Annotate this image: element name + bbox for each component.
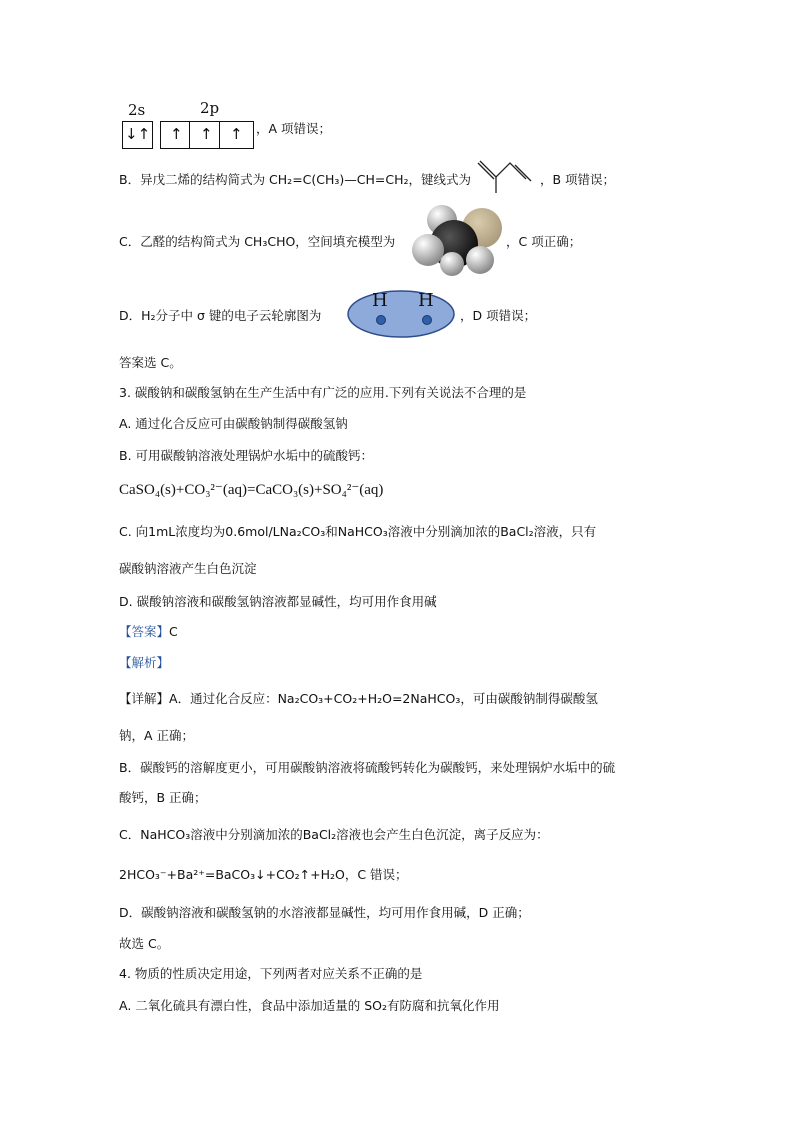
conclusion: 故选 C。 bbox=[119, 936, 170, 951]
detail-c-line1: C．NaHCO₃溶液中分别滴加浓的BaCl₂溶液也会产生白色沉淀，离子反应为： bbox=[119, 827, 549, 842]
q3-option-d: D. 碳酸钠溶液和碳酸氢钠溶液都显碱性，均可用作食用碱 bbox=[119, 594, 437, 609]
option-d-tail: ，D 项错误； bbox=[460, 308, 537, 323]
q3-option-b-equation: CaSO₄(s)+CO₃²⁻(aq)=CaCO₃(s)+SO₄²⁻(aq) bbox=[119, 482, 384, 498]
option-b-text: B．异戊二烯的结构简式为 CH₂=C(CH₃)—CH=CH₂，键线式为 bbox=[119, 172, 472, 187]
q3-option-c-line1: C. 向1mL浓度均为0.6mol/LNa₂CO₃和NaHCO₃溶液中分别滴加浓的BaCl₂溶液，只有 bbox=[119, 524, 597, 539]
detail-c-line2: 2HCO₃⁻+Ba²⁺=BaCO₃↓+CO₂↑+H₂O，C 错误； bbox=[119, 867, 408, 882]
detail-tag: 【详解】 bbox=[119, 691, 170, 706]
label-2p: 2p bbox=[200, 99, 220, 117]
answer-line bbox=[119, 623, 178, 641]
option-c-text: C．乙醛的结构简式为 CH₃CHO，空间填充模型为 bbox=[119, 234, 396, 249]
option-a-tail: ，A 项错误； bbox=[256, 121, 332, 136]
analysis-tag: 【解析】 bbox=[119, 655, 170, 670]
detail-a-line2: 钠，A 正确； bbox=[119, 728, 195, 743]
previous-answer: 答案选 C。 bbox=[119, 355, 182, 370]
q4-stem: 4. 物质的性质决定用途，下列两者对应关系不正确的是 bbox=[119, 966, 423, 981]
orbital-arrows-2s: ↓↑ bbox=[125, 125, 151, 143]
orbital-box-2s bbox=[122, 121, 153, 149]
label-2s: 2s bbox=[128, 101, 146, 119]
answer-tag: 【答案】 bbox=[119, 624, 170, 639]
q3-option-a: A. 通过化合反应可由碳酸钠制得碳酸氢钠 bbox=[119, 416, 348, 431]
detail-a-line1: 【详解】A．通过化合反应：Na₂CO₃+CO₂+H₂O=2NaHCO₃，可由碳酸钠制得碳酸氢 bbox=[119, 691, 598, 706]
h-atom-left: H bbox=[372, 290, 388, 311]
orbital-box-2p bbox=[160, 121, 254, 149]
arrow-up-icon: ↑ bbox=[170, 125, 183, 143]
option-d-text: D．H₂分子中 σ 键的电子云轮廓图为 bbox=[119, 308, 322, 323]
option-c-tail: ，C 项正确； bbox=[506, 234, 582, 249]
q4-option-a: A. 二氧化硫具有漂白性，食品中添加适量的 SO₂有防腐和抗氧化作用 bbox=[119, 998, 500, 1013]
option-b-tail: ，B 项错误； bbox=[540, 172, 616, 187]
detail-d: D．碳酸钠溶液和碳酸氢钠的水溶液都显碱性，均可用作食用碱，D 正确； bbox=[119, 905, 530, 920]
q3-option-b: B. 可用碳酸钠溶液处理锅炉水垢中的硫酸钙： bbox=[119, 448, 374, 463]
arrow-up-icon: ↑ bbox=[230, 125, 243, 143]
detail-b-line1: B．碳酸钙的溶解度更小，可用碳酸钠溶液将硫酸钙转化为碳酸钙，来处理锅炉水垢中的硫 bbox=[119, 760, 616, 775]
detail-b-line2: 酸钙，B 正确； bbox=[119, 790, 207, 805]
q3-option-c-line2: 碳酸钠溶液产生白色沉淀 bbox=[119, 561, 257, 576]
arrow-up-icon: ↑ bbox=[200, 125, 213, 143]
acetaldehyde-space-filling-icon bbox=[408, 198, 504, 278]
sigma-bond-cloud-icon bbox=[346, 289, 456, 339]
h-atom-right: H bbox=[418, 290, 434, 311]
isoprene-skeletal-icon bbox=[474, 157, 540, 195]
q3-stem: 3. 碳酸钠和碳酸氢钠在生产生活中有广泛的应用.下列有关说法不合理的是 bbox=[119, 385, 527, 400]
answer-value: C bbox=[169, 624, 178, 639]
